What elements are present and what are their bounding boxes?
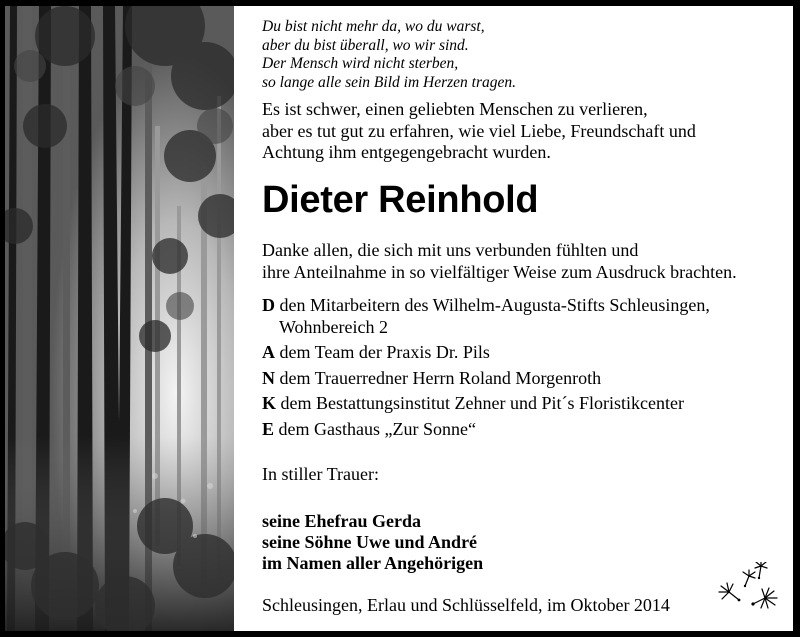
- mourner-line: seine Söhne Uwe und André: [262, 532, 478, 552]
- thanks-paragraph: [262, 240, 737, 283]
- acrostic-letter: A: [262, 342, 275, 362]
- grief-heading: In stiller Trauer:: [262, 464, 379, 484]
- acrostic-text: dem Trauerredner Herrn Roland Morgenroth: [275, 367, 602, 388]
- mourner-line: seine Ehefrau Gerda: [262, 511, 421, 531]
- list-item: [262, 368, 710, 390]
- intro-line: Es ist schwer, einen geliebten Menschen zu verlieren,: [262, 99, 648, 119]
- list-item: [262, 295, 710, 338]
- acrostic-letter: E: [262, 418, 275, 439]
- poem-line: Der Mensch wird nicht sterben,: [262, 55, 459, 72]
- acrostic-letter: N: [262, 367, 275, 388]
- list-item: [262, 342, 710, 364]
- acrostic-letter: D: [262, 295, 275, 315]
- place-date: Schleusingen, Erlau und Schlüsselfeld, im Oktober 2014: [262, 595, 670, 615]
- acrostic-text: dem Bestattungsinstitut Zehner und Pit´s Floristikcenter: [276, 393, 684, 413]
- obituary-notice: [5, 6, 793, 631]
- acrostic-text: den Mitarbeitern des Wilhelm-Augusta-Stifts Schleusingen,: [275, 295, 710, 315]
- list-item: [262, 393, 710, 415]
- poem-line: aber du bist überall, wo wir sind.: [262, 36, 469, 54]
- mourners: [262, 511, 483, 574]
- acrostic-text: dem Team der Praxis Dr. Pils: [275, 342, 490, 362]
- acrostic-text: dem Gasthaus „Zur Sonne“: [274, 418, 476, 439]
- acrostic-letter: K: [262, 393, 277, 413]
- mourner-line: im Namen aller Angehörigen: [262, 553, 484, 573]
- poem: [262, 18, 516, 92]
- thanks-line: ihre Anteilnahme in so vielfältiger Weise zum Ausdruck brachten.: [262, 261, 737, 282]
- dandelion-seeds-icon: [709, 562, 779, 614]
- deceased-name: Dieter Reinhold: [262, 179, 539, 221]
- intro-line: Achtung ihm entgegengebracht wurden.: [262, 142, 551, 162]
- intro-line: aber es tut gut zu erfahren, wie viel Liebe, Freundschaft und: [262, 120, 696, 141]
- poem-line: so lange alle sein Bild im Herzen tragen.: [262, 73, 516, 91]
- poem-line: Du bist nicht mehr da, wo du warst,: [262, 18, 485, 35]
- list-item: [262, 419, 710, 441]
- thanks-line: Danke allen, die sich mit uns verbunden fühlten und: [262, 240, 639, 260]
- acrostic-continuation: Wohnbereich 2: [279, 316, 389, 337]
- acrostic-thanks-list: [262, 295, 710, 444]
- intro-paragraph: [262, 99, 696, 164]
- forest-photo: [5, 6, 234, 631]
